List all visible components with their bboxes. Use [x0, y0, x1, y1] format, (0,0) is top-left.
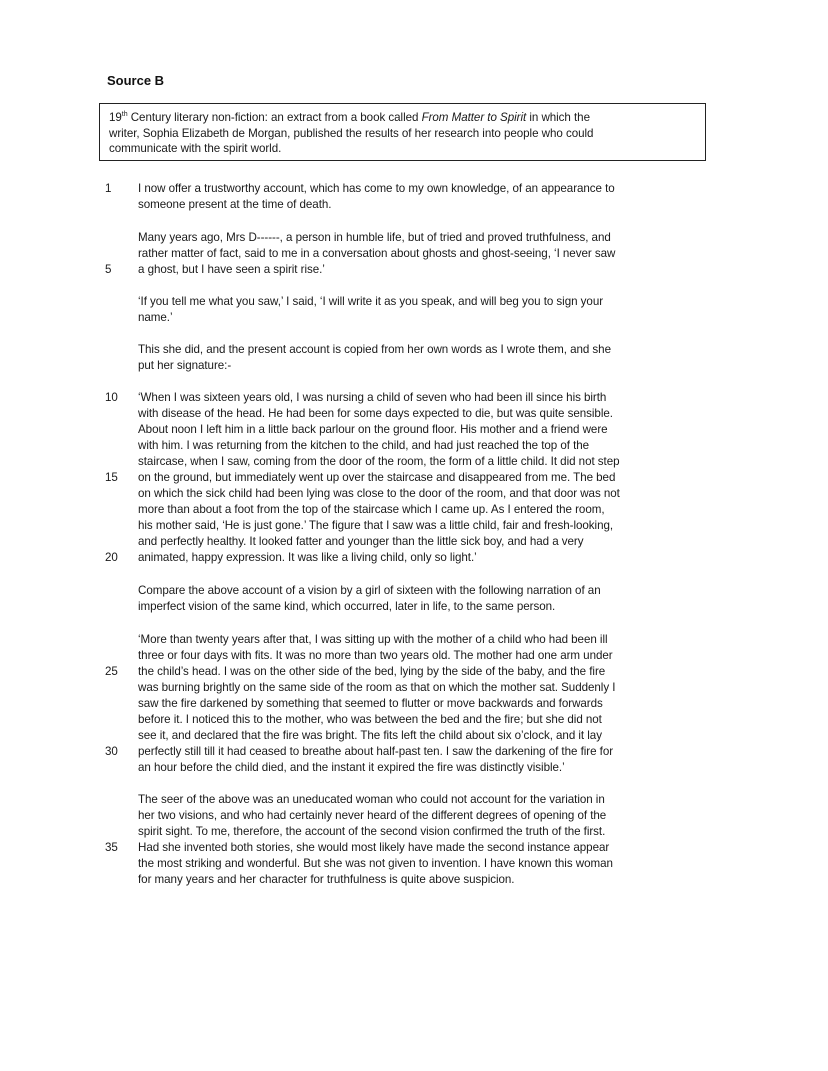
text-line [105, 664, 718, 680]
source-heading: Source B [107, 73, 165, 88]
line-text: see it, and declared that the fire was bright. The fits left the child about six o’clock, and it lay [138, 729, 602, 742]
text-line [105, 840, 718, 856]
line-text: a ghost, but I have seen a spirit rise.’ [138, 263, 325, 276]
line-text: ‘If you tell me what you saw,’ I said, ‘I will write it as you speak, and will beg you to sign your [138, 295, 604, 308]
text-line [138, 310, 718, 326]
text-line [138, 342, 718, 358]
paragraph [105, 390, 718, 566]
intro-line-3: communicate with the spirit world. [109, 142, 282, 156]
line-number: 15 [105, 471, 118, 484]
line-text: and perfectly healthy. It looked fatter and younger than the little sick boy, and had a very [138, 535, 584, 548]
paragraph [105, 632, 718, 776]
line-text: imperfect vision of the same kind, which occurred, later in life, to the same person. [138, 600, 556, 613]
line-text: perfectly still till it had ceased to breathe about half-past ten. I saw the darkening of the fire for [138, 745, 614, 758]
line-text: Compare the above account of a vision by a girl of sixteen with the following narration of an [138, 584, 601, 597]
text-line [138, 534, 718, 550]
line-text: was burning brightly on the same side of the room as that on which the mother sat. Suddenly I [138, 681, 616, 694]
text-line [138, 583, 718, 599]
text-line [105, 470, 718, 486]
text-line [138, 599, 718, 615]
line-text: with him. I was returning from the kitchen to the child, and had just reached the top of the [138, 439, 590, 452]
text-line [138, 760, 718, 776]
line-text: saw the fire darkened by something that seemed to flutter or move backwards and forwards [138, 697, 603, 710]
text-line [138, 518, 718, 534]
text-line [138, 856, 718, 872]
line-text: ‘More than twenty years after that, I was sitting up with the mother of a child who had been ill [138, 633, 608, 646]
line-text: on which the sick child had been lying was close to the door of the room, and that door was not [138, 487, 620, 500]
paragraph [105, 792, 718, 888]
text-line [138, 454, 718, 470]
text-line [138, 872, 718, 888]
line-text: someone present at the time of death. [138, 198, 332, 211]
line-number: 10 [105, 391, 118, 404]
line-text: on the ground, but immediately went up over the staircase and disappeared from me. The bed [138, 471, 616, 484]
text-line [138, 406, 718, 422]
intro-box [99, 103, 706, 161]
line-text: Had she invented both stories, she would most likely have made the second instance appear [138, 841, 610, 854]
text-line [138, 246, 718, 262]
text-line [138, 230, 718, 246]
text-line [105, 744, 718, 760]
intro-text-end: in which the [526, 111, 590, 124]
line-text: the most striking and wonderful. But she was not given to invention. I have known this woman [138, 857, 613, 870]
paragraph [138, 342, 718, 374]
intro-superscript: th [121, 111, 128, 119]
text-line [138, 438, 718, 454]
line-text: the child’s head. I was on the other side of the bed, lying by the side of the baby, and the fire [138, 665, 606, 678]
text-line [138, 486, 718, 502]
text-line [138, 792, 718, 808]
text-line [105, 262, 718, 278]
text-line [138, 358, 718, 374]
line-text: her two visions, and who had certainly never heard of the different degrees of opening of the [138, 809, 607, 822]
line-number: 20 [105, 551, 118, 564]
line-text: his mother said, ‘He is just gone.’ The figure that I saw was a little child, fair and fresh-looking, [138, 519, 614, 532]
text-line [138, 197, 718, 213]
intro-line-2: writer, Sophia Elizabeth de Morgan, published the results of her research into people who could [109, 126, 594, 140]
line-text: animated, happy expression. It was like a living child, only so light.’ [138, 551, 477, 564]
text-line [138, 728, 718, 744]
line-text: staircase, when I saw, coming from the door of the room, the form of a little child. It did not step [138, 455, 620, 468]
line-text: an hour before the child died, and the instant it expired the fire was distinctly visible.’ [138, 761, 565, 774]
text-line [138, 502, 718, 518]
paragraph [105, 230, 718, 278]
line-number: 25 [105, 665, 118, 678]
text-line [138, 632, 718, 648]
book-title: From Matter to Spirit [421, 111, 527, 124]
line-text: This she did, and the present account is copied from her own words as I wrote them, and she [138, 343, 611, 356]
line-text: more than about a foot from the top of the staircase which I came up. As I entered the room, [138, 503, 605, 516]
intro-line-1 [109, 110, 699, 126]
text-line [138, 294, 718, 310]
text-line [138, 824, 718, 840]
line-text: ‘When I was sixteen years old, I was nursing a child of seven who had been ill since his birth [138, 391, 607, 404]
text-line [138, 696, 718, 712]
line-text: I now offer a trustworthy account, which has come to my own knowledge, of an appearance to [138, 182, 615, 195]
line-number: 5 [105, 263, 112, 276]
intro-text: Century literary non-fiction: an extract from a book called [127, 111, 422, 124]
paragraph [105, 181, 718, 213]
text-line [138, 712, 718, 728]
line-text: put her signature:- [138, 359, 232, 372]
line-text: spirit sight. To me, therefore, the account of the second vision confirmed the truth of the first. [138, 825, 606, 838]
line-text: for many years and her character for truthfulness is quite above suspicion. [138, 873, 515, 886]
text-line [105, 390, 718, 406]
intro-century: 19 [109, 111, 122, 124]
line-text: About noon I left him in a little back parlour on the ground floor. His mother and a friend were [138, 423, 608, 436]
text-line [105, 550, 718, 566]
text-line [138, 808, 718, 824]
line-text: three or four days with fits. It was no more than two years old. The mother had one arm under [138, 649, 613, 662]
line-number: 35 [105, 841, 118, 854]
paragraph [138, 583, 718, 615]
text-line [138, 680, 718, 696]
line-text: rather matter of fact, said to me in a conversation about ghosts and ghost-seeing, ‘I never saw [138, 247, 616, 260]
paragraph [138, 294, 718, 326]
text-line [105, 181, 718, 197]
line-text: name.’ [138, 311, 173, 324]
text-line [138, 648, 718, 664]
line-text: with disease of the head. He had been for some days expected to die, but was quite sensible. [138, 407, 613, 420]
line-text: before it. I noticed this to the mother, who was between the bed and the fire; but she did not [138, 713, 602, 726]
line-number: 30 [105, 745, 118, 758]
line-text: The seer of the above was an uneducated woman who could not account for the variation in [138, 793, 605, 806]
text-line [138, 422, 718, 438]
line-number: 1 [105, 182, 112, 195]
line-text: Many years ago, Mrs D------, a person in humble life, but of tried and proved truthfulness, and [138, 231, 611, 244]
